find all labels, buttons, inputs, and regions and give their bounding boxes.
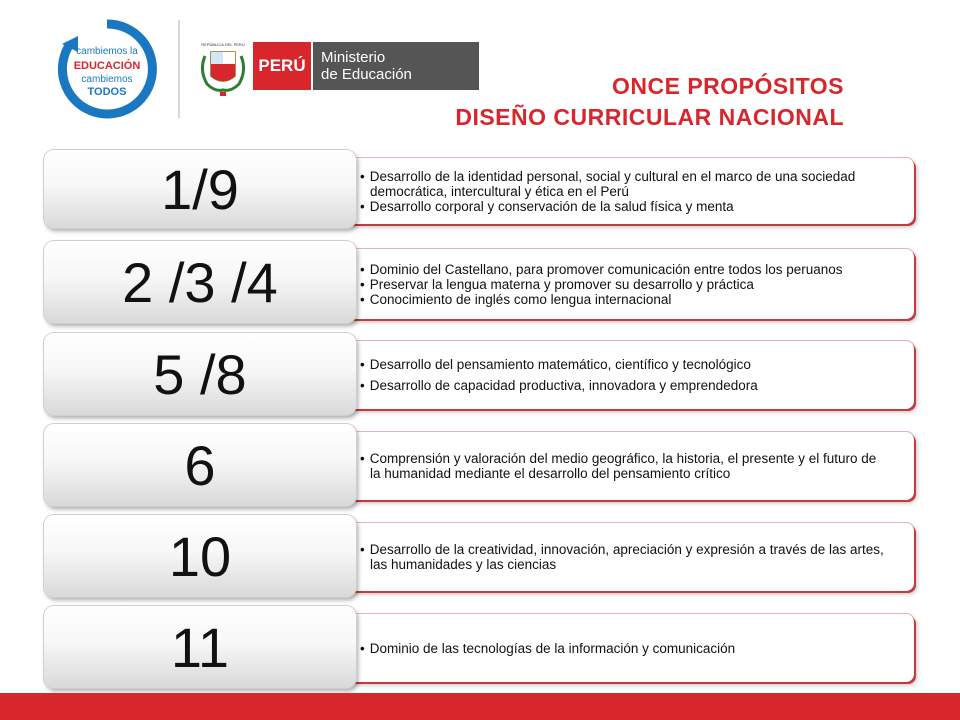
ministry-line-1: Ministerio	[321, 49, 386, 66]
bullet-item: • Preservar la lengua materna y promover su desarrollo y práctica	[360, 277, 904, 292]
purpose-number: 5 /8	[44, 333, 356, 415]
purpose-row-2	[44, 241, 914, 325]
purpose-description	[344, 249, 914, 319]
bullet-item: • Desarrollo de la identidad personal, social y cultural en el marco de una sociedad democrática, intercultural y ética en el Perú	[360, 169, 904, 199]
logo-text-3: cambiemos	[81, 74, 133, 85]
purpose-number: 10	[44, 515, 356, 597]
purpose-number: 6	[44, 424, 356, 506]
bullet-item: • Conocimiento de inglés como lengua internacional	[360, 292, 904, 307]
bullet-item: • Comprensión y valoración del medio geográfico, la historia, el presente y el futuro de la humanidad mediante el desarrollo del pensamiento crítico	[360, 451, 904, 481]
peru-crest-icon	[197, 40, 249, 96]
bullet-item: • Dominio del Castellano, para promover comunicación entre todos los peruanos	[360, 262, 904, 277]
page-title-line-1: ONCE PROPÓSITOS	[611, 73, 844, 99]
purpose-row-1	[44, 150, 914, 230]
purpose-description	[344, 432, 914, 500]
cambiemos-educacion-logo	[56, 18, 158, 120]
purpose-number: 1/9	[44, 150, 356, 228]
footer-bar	[0, 693, 960, 720]
logo-text-2: EDUCACIÓN	[73, 60, 141, 72]
page-title-line-2: DISEÑO CURRICULAR NACIONAL	[455, 104, 844, 130]
purpose-row-4	[44, 424, 914, 508]
ministry-label	[313, 42, 479, 90]
bullet-item: • Desarrollo del pensamiento matemático, científico y tecnológico	[360, 357, 904, 372]
peru-label: PERÚ	[253, 42, 311, 90]
bullet-item: • Desarrollo de la creatividad, innovación, apreciación y expresión a través de las artes, las humanidades y las ciencias	[360, 542, 904, 572]
ministry-line-2: de Educación	[321, 66, 412, 83]
purpose-description	[344, 523, 914, 591]
bullet-item: • Dominio de las tecnologías de la información y comunicación	[360, 641, 904, 656]
crest-text: REPÚBLICA DEL PERÚ	[201, 42, 245, 47]
logo-text-1: cambiemos la	[76, 46, 138, 57]
header-divider	[178, 20, 180, 118]
purpose-description	[344, 341, 914, 409]
purpose-description	[344, 158, 914, 224]
purpose-row-3	[44, 333, 914, 417]
purpose-number: 2 /3 /4	[44, 241, 356, 323]
purpose-row-6	[44, 606, 914, 690]
purpose-description	[344, 614, 914, 682]
bullet-item: • Desarrollo corporal y conservación de la salud física y menta	[360, 199, 904, 214]
bullet-item: • Desarrollo de capacidad productiva, innovadora y emprendedora	[360, 378, 904, 393]
purpose-number: 11	[44, 606, 356, 688]
logo-text-4: TODOS	[87, 86, 127, 98]
purpose-row-5	[44, 515, 914, 599]
